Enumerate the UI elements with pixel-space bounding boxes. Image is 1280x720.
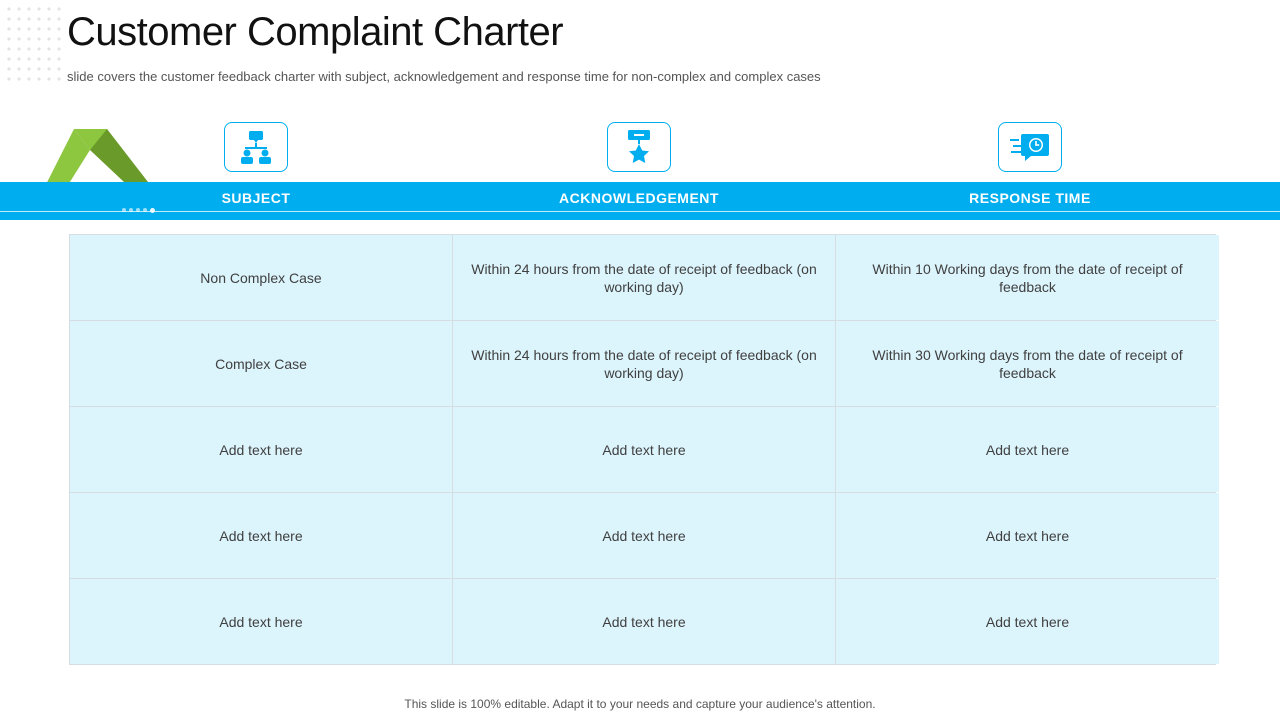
table-cell: Within 24 hours from the date of receipt of feedback (on working day) xyxy=(453,235,835,320)
table-cell: Add text here xyxy=(70,493,452,578)
column-header-response-time: RESPONSE TIME xyxy=(969,190,1091,206)
table-cell: Add text here xyxy=(453,493,835,578)
table-cell: Add text here xyxy=(453,579,835,664)
table-cell: Non Complex Case xyxy=(70,235,452,320)
page-subtitle: slide covers the customer feedback charter with subject, acknowledgement and response time for non-complex and complex cases xyxy=(67,69,821,84)
table-cell: Within 10 Working days from the date of receipt of feedback xyxy=(836,235,1219,320)
table-cell: Add text here xyxy=(453,407,835,492)
decorative-dot-grid xyxy=(4,4,64,84)
fast-response-clock-icon xyxy=(998,122,1062,172)
table-cell: Add text here xyxy=(836,579,1219,664)
award-badge-icon xyxy=(607,122,671,172)
page-title: Customer Complaint Charter xyxy=(67,10,564,54)
table-cell: Within 30 Working days from the date of receipt of feedback xyxy=(836,321,1219,406)
table-cell: Add text here xyxy=(70,579,452,664)
team-meeting-icon xyxy=(224,122,288,172)
column-header-subject: SUBJECT xyxy=(221,190,291,206)
table-cell: Add text here xyxy=(836,407,1219,492)
banner-dots xyxy=(122,208,155,213)
charter-table xyxy=(69,234,1216,665)
banner-divider-line xyxy=(0,211,1280,212)
table-cell: Complex Case xyxy=(70,321,452,406)
table-cell: Add text here xyxy=(70,407,452,492)
table-cell: Within 24 hours from the date of receipt of feedback (on working day) xyxy=(453,321,835,406)
footer-note: This slide is 100% editable. Adapt it to your needs and capture your audience's attention. xyxy=(404,697,876,711)
table-cell: Add text here xyxy=(836,493,1219,578)
column-header-acknowledgement: ACKNOWLEDGEMENT xyxy=(559,190,719,206)
